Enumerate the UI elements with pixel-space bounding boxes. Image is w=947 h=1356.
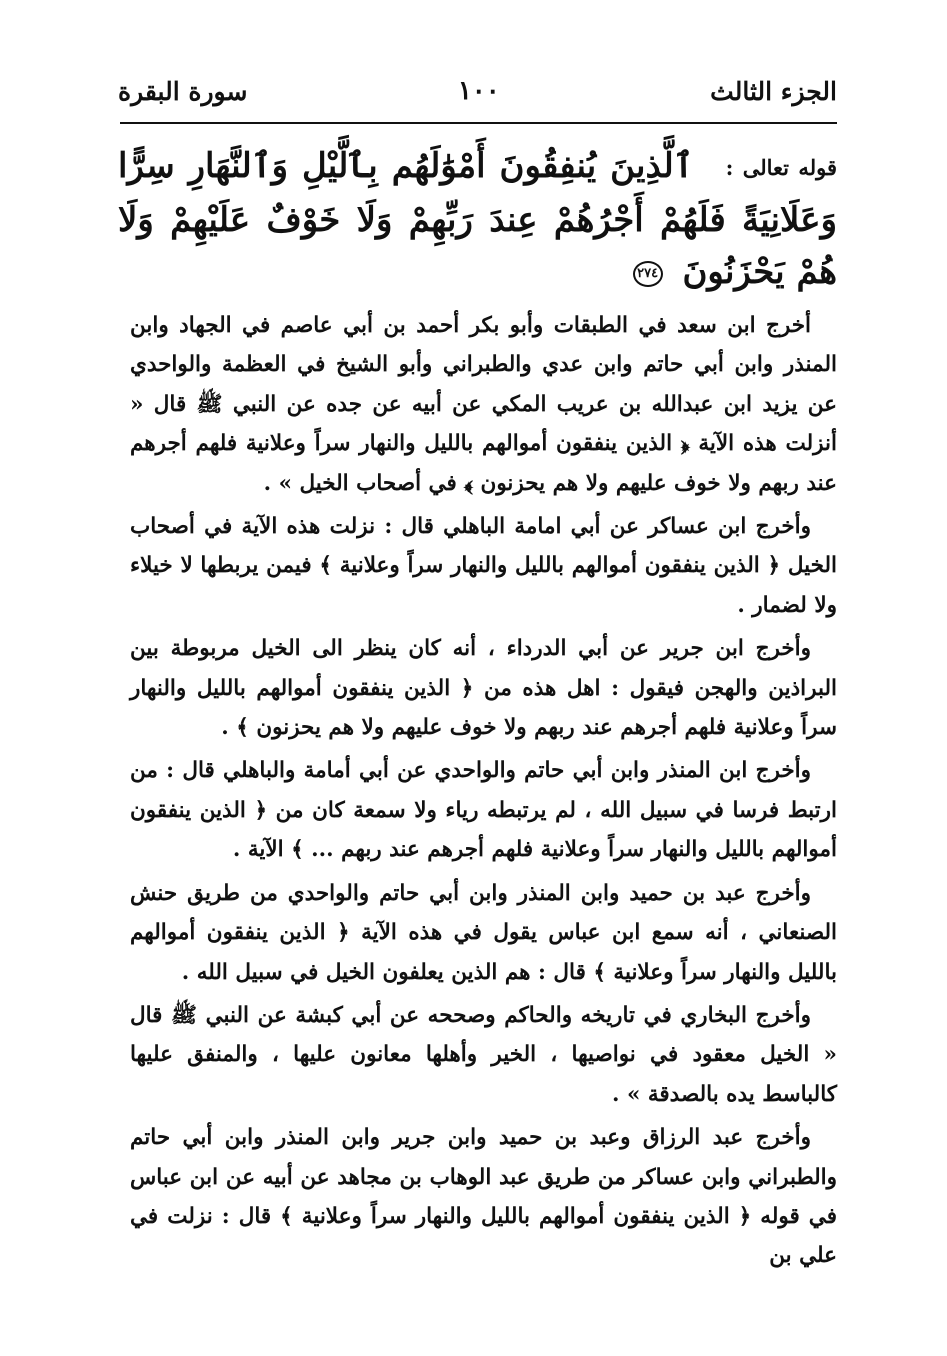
header-divider — [120, 122, 837, 124]
running-header — [118, 66, 837, 116]
paragraph: أخرج ابن سعد في الطبقات وأبو بكر أحمد بن أبي عاصم في الجهاد وابن المنذر وابن أبي حاتم وابن عدي والطبراني وأبو الشيخ في العظمة والواحدي عن يزيد ابن عبدالله بن عريب المكي عن أبيه عن جده عن النبي ﷺ قال « أنزلت هذه الآية ﴿ الذين ينفقون أموالهم بالليل والنهار سراً وعلانية فلهم أجرهم عند ربهم ولا خوف عليهم ولا هم يحزنون ﴾ في أصحاب الخيل » . — [130, 313, 837, 496]
paragraph: وأخرج البخاري في تاريخه والحاكم وصححه عن أبي كبشة عن النبي ﷺ قال « الخيل معقود في نواصيها ، الخير وأهلها معانون عليها ، والمنفق عليها كالباسط يده بالصدقة » . — [130, 1002, 837, 1107]
verse-text: ٱلَّذِينَ يُنفِقُونَ أَمْوَٰلَهُم بِٱلَّيْلِ وَٱلنَّهَارِ سِرًّا وَعَلَانِيَةً فَلَهُمْ أَجْرُهُمْ عِندَ رَبِّهِمْ وَلَا خَوْفٌ عَلَيْهِمْ وَلَا هُمْ يَحْزَنُونَ — [118, 146, 837, 292]
paragraph: وأخرج عبد الرزاق وعبد بن حميد وابن جرير وابن المنذر وابن أبي حاتم والطبراني وابن عساكر من طريق عبد الوهاب بن مجاهد عن أبيه عن ابن عباس في قوله ﴿ الذين ينفقون أموالهم بالليل والنهار سراً وعلانية ﴾ قال : نزلت في علي بن — [130, 1125, 837, 1269]
verse-intro: قوله تعالى : — [725, 155, 837, 180]
quran-verse — [118, 140, 837, 298]
page-number: ١٠٠ — [457, 76, 500, 106]
ayah-number-marker: ٢٧٤ — [633, 261, 663, 287]
paragraph: وأخرج ابن عساكر عن أبي امامة الباهلي قال : نزلت هذه الآية في أصحاب الخيل ﴿ الذين ينفقون أموالهم بالليل والنهار سراً وعلانية ﴾ فيمن يربطها لا خيلاء ولا لضمار . — [130, 514, 837, 618]
paragraph: وأخرج ابن جرير عن أبي الدرداء ، أنه كان ينظر الى الخيل مربوطة بين البراذين والهجن فيقول : اهل هذه من ﴿ الذين ينفقون أموالهم بالليل والنهار سراً وعلانية فلهم أجرهم عند ربهم ولا خوف عليهم ولا هم يحزنون ﴾ . — [130, 636, 837, 741]
paragraph: وأخرج ابن المنذر وابن أبي حاتم والواحدي عن أبي أمامة والباهلي قال : من ارتبط فرسا في سبيل الله ، لم يرتبطه رياء ولا سمعة كان من ﴿ الذين ينفقون أموالهم بالليل والنهار سراً وعلانية فلهم أجرهم عند ربهم ... ﴾ الآية . — [130, 758, 837, 863]
surah-label: سورة البقرة — [118, 76, 248, 106]
part-label: الجزء الثالث — [710, 76, 837, 106]
paragraph: وأخرج عبد بن حميد وابن المنذر وابن أبي حاتم والواحدي من طريق حنش الصنعاني ، أنه سمع ابن عباس يقول في هذه الآية ﴿ الذين ينفقون أموالهم بالليل والنهار سراً وعلانية ﴾ قال : هم الذين يعلفون الخيل في سبيل الله . — [130, 880, 837, 985]
commentary-body — [130, 306, 837, 1280]
